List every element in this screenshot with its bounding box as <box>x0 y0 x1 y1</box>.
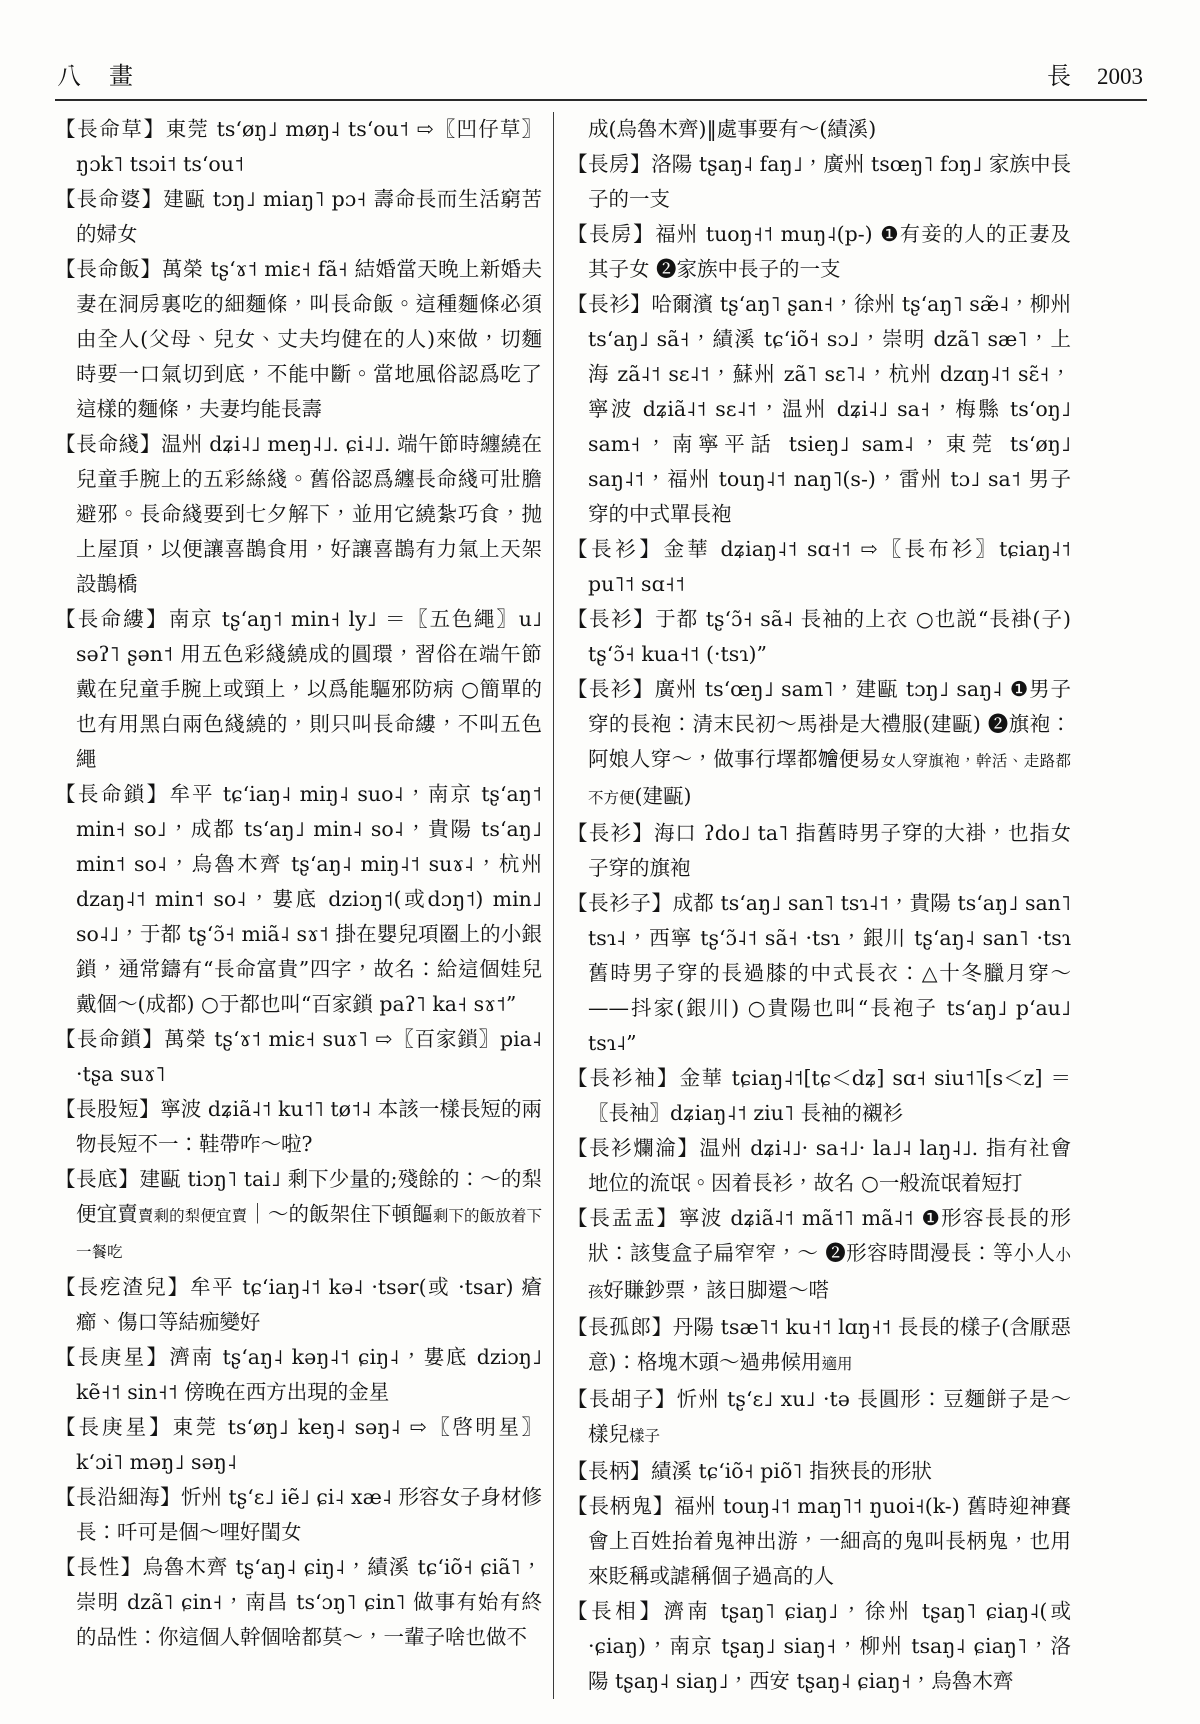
entry-text: 温州 dʑi˨˩ meŋ˨˩. ɕi˨˩. 端午節時纏繞在兒童手腕上的五彩絲綫。舊俗認爲纏長命綫可壯膽避邪。長命綫要到七夕解下，並用它繞紮巧食，抛上屋頂，以便讓喜鵲食用，好讓喜鵲有力氣上天架設鵲橋 <box>76 432 542 596</box>
dict-entry <box>55 1340 542 1410</box>
entry-text: 洛陽 tʂaŋ˨ faŋ˩，廣州 tsœŋ˥ fɔŋ˩ 家族中長子的一支 <box>588 152 1072 211</box>
entry-headword: 【長命鎖】 <box>55 784 170 806</box>
dict-entry <box>567 147 1071 217</box>
entry-text: 南京 tʂʻaŋ˦ min˧ ly˩ ＝〖五色繩〗u˩ səʔ˥ ʂən˦ 用五色彩綫繞成的圓環，習俗在端午節戴在兒童手腕上或頸上，以爲能驅邪防病 ○簡單的也有用黑白兩色綫繞的，則只叫長命縷，不叫五色繩 <box>76 607 543 771</box>
entry-headword: 【長命綫】 <box>55 434 162 456</box>
entry-headword: 【長衫】 <box>567 539 664 561</box>
dict-entry <box>55 602 542 777</box>
entry-headword: 【長庚星】 <box>55 1347 170 1369</box>
entry-headword: 【長命草】 <box>55 119 166 141</box>
gloss-note-small: 女人穿旗袍，幹活、走路都不方便 <box>588 753 1071 807</box>
gloss-note-small: 樣子 <box>629 1428 661 1445</box>
entry-text: 建甌 tiɔŋ˥ tai˩ 剩下少量的;殘餘的：～的梨便宜賣 <box>76 1167 543 1226</box>
dict-entry <box>55 1270 542 1340</box>
entry-headword: 【長命鎖】 <box>55 1029 165 1051</box>
entry-text: 萬榮 tʂʻɤ˦ miɛ˧ suɤ˥ ⇨〖百家鎖〗pia˨ ·tʂa suɤ˥ <box>76 1027 542 1086</box>
gloss-note-small: 適用 <box>821 1356 853 1373</box>
dict-entry <box>55 1162 542 1270</box>
entry-headword: 【長房】 <box>567 224 656 246</box>
dict-entry <box>55 777 542 1022</box>
entry-text: 萬榮 tʂʻɤ˦ miɛ˧ fã˧ 結婚當天晚上新婚夫妻在洞房裏吃的細麵條，叫長命飯。這種麵條必須由全人(父母、兒女、丈夫均健在的人)來做，切麵時要一口氣切到底，不能中斷。當地風俗認爲吃了這樣的麵條，夫妻均能長壽 <box>76 257 543 421</box>
entry-headword: 【長衫】 <box>567 609 656 631</box>
dict-entry <box>567 1489 1071 1594</box>
dict-entry <box>55 1410 542 1480</box>
entry-headword: 【長孤郎】 <box>567 1317 673 1339</box>
entry-text: 丹陽 tsæ˥˦ ku˧˦ lɑŋ˧˦ 長長的樣子(含厭惡意)：格塊木頭～過弗候用 <box>588 1315 1072 1374</box>
entry-text: 成都 tsʻaŋ˩ san˥ tsɿ˨˦，貴陽 tsʻaŋ˩ san˥ tsɿ˨，西寧 tʂʻɔ̃˨˦ sã˧ ·tsɿ，銀川 tʂʻaŋ˨ san˥ ·tsɿ 舊時男子穿的長過膝的中式長衣：△十冬臘月穿～——抖家(銀川) ○貴陽也叫“長袍子 tsʻaŋ˩ pʻau˩ tsɿ˨” <box>588 891 1071 1055</box>
entry-text: ｜～的飯架住下頓饇 <box>247 1202 433 1226</box>
entry-headword: 【長房】 <box>567 154 652 176</box>
entry-headword: 【長沿細海】 <box>55 1487 182 1509</box>
gloss-note-small: 賣剩的梨便宜賣 <box>137 1208 248 1225</box>
entry-headword: 【長性】 <box>55 1557 143 1579</box>
entry-text: 廣州 tsʻœŋ˩ sam˥，建甌 tɔŋ˩ saŋ˨ ❶男子穿的長袍：清末民初～馬褂是大禮服(建甌) ❷旗袍：阿娘人穿～，做事行墿都𣍐便易 <box>588 677 1072 771</box>
entry-text: 東莞 tsʻøŋ˩ møŋ˨ tsʻou˦ ⇨〖凹仔草〗ŋɔk˥ tsɔi˦ tsʻou˦ <box>76 117 542 176</box>
header-stroke-section: 八 畫 <box>57 64 135 90</box>
gloss-note-small: 小孩 <box>588 1247 1071 1301</box>
dict-entry <box>55 252 542 427</box>
entry-text: 濟南 tʂaŋ˥ ɕiaŋ˩，徐州 tʂaŋ˥ ɕiaŋ˨(或 ·ɕiaŋ)，南京 tʂaŋ˩ siaŋ˧，柳州 tsaŋ˨ ɕiaŋ˥，洛陽 tʂaŋ˨ siaŋ˩，西安 tʂaŋ˨ ɕiaŋ˧，烏魯木齊 <box>588 1599 1072 1693</box>
entry-text: 金華 tɕiaŋ˨˦[tɕ＜dʑ] sɑ˧ siu˦˥[s＜z] ＝〖長袖〗dʑiaŋ˨˦ ziu˥ 長袖的襯衫 <box>588 1066 1072 1125</box>
entry-headword: 【長衫爛淪】 <box>567 1138 700 1160</box>
dict-entry <box>567 1131 1071 1201</box>
entry-text: 烏魯木齊 tʂʻaŋ˨ ɕiŋ˨，績溪 tɕʻiõ˧ ɕiã˥，崇明 dzã˥ ɕin˧，南昌 tsʻɔŋ˥ ɕin˥ 做事有始有終的品性：你這個人幹個啥都莫～，一輩子啥也做不 <box>76 1555 543 1649</box>
entry-headword: 【長命縷】 <box>55 609 169 631</box>
dict-entry <box>55 182 542 252</box>
dict-entry <box>567 287 1071 532</box>
entry-headword: 【長盂盂】 <box>567 1208 679 1230</box>
dict-entry <box>567 672 1071 816</box>
entry-text: 成(烏魯木齊)‖處事要有～(績溪) <box>588 117 877 141</box>
dict-entry <box>567 816 1071 886</box>
entry-headword: 【長柄】 <box>567 1461 651 1483</box>
dict-entry <box>567 217 1071 287</box>
entry-text: 金華 dʑiaŋ˨˦ sɑ˧˦ ⇨〖長布衫〗tɕiaŋ˨˦ pu˥˦ sɑ˧˦ <box>588 537 1071 596</box>
entry-headword: 【長命飯】 <box>55 259 162 281</box>
entry-headword: 【長衫子】 <box>567 893 673 915</box>
header-radical: 長 <box>1047 64 1071 90</box>
two-column-body <box>55 112 1147 1699</box>
entry-text: 牟平 tɕʻiaŋ˨˦ kə˨ ·tsər(或 ·tsar) 瘡癤、傷口等結痂變好 <box>76 1275 542 1334</box>
dict-entry <box>567 1454 1071 1489</box>
entry-headword: 【長柄鬼】 <box>567 1496 675 1518</box>
dict-entry <box>55 112 542 182</box>
entry-headword: 【長疙渣兒】 <box>55 1277 191 1299</box>
dict-entry <box>55 427 542 602</box>
entry-text: 哈爾濱 tʂʻaŋ˥ ʂan˧，徐州 tʂʻaŋ˥ sæ̃˨，柳州 tsʻaŋ˩ sã˧，績溪 tɕʻiõ˧ sɔ˩，崇明 dzã˥ sæ˥，上海 zã˨˦ sɛ˨˦，蘇州 zã˥ sɛ˥˨，杭州 dzɑŋ˨˦ sɛ̃˧，寧波 dʑiã˨˦ sɛ˨˦，温州 dʑi˨˩ sa˧，梅縣 tsʻoŋ˩ sam˧，南寧平話 tsieŋ˩ sam˨，東莞 tsʻøŋ˩ saŋ˨˦，福州 touŋ˨˦ naŋ˥(s-)，雷州 tɔ˩ sa˦ 男子穿的中式單長袍 <box>588 292 1072 526</box>
entry-headword: 【長衫袖】 <box>567 1068 680 1090</box>
entry-text: 福州 tuoŋ˧˦ muŋ˨(p-) ❶有妾的人的正妻及其子女 ❷家族中長子的一支 <box>588 222 1071 281</box>
entry-headword: 【長股短】 <box>55 1099 161 1121</box>
dict-entry <box>567 1382 1071 1454</box>
entry-text: 東莞 tsʻøŋ˩ keŋ˨ səŋ˨ ⇨〖啓明星〗kʻɔi˥ məŋ˩ səŋ˨ <box>76 1415 542 1474</box>
entry-text: (建甌) <box>634 784 692 808</box>
dict-entry <box>567 1061 1071 1131</box>
entry-headword: 【長命婆】 <box>55 189 164 211</box>
dict-entry <box>55 1092 542 1162</box>
header-rule <box>55 99 1147 101</box>
entry-headword: 【長衫】 <box>567 294 652 316</box>
entry-text: 好賺鈔票，該日脚還～嗒 <box>603 1278 830 1302</box>
entry-headword: 【長相】 <box>567 1601 664 1623</box>
column-divider <box>553 112 554 1699</box>
header-page-number: 2003 <box>1097 64 1143 89</box>
dict-entry <box>567 1310 1071 1382</box>
entry-headword: 【長底】 <box>55 1169 140 1191</box>
entry-text: 忻州 tʂʻɛ˩ iẽ˩ ɕi˨ xæ˨ 形容女子身材修長：吀可是個～哩好閨女 <box>76 1485 542 1544</box>
entry-text: 牟平 tɕʻiaŋ˨ miŋ˨ suo˨，南京 tʂʻaŋ˦ min˧ so˩，成都 tsʻaŋ˩ min˨ so˨，貴陽 tsʻaŋ˩ min˦ so˨，烏魯木齊 tʂʻaŋ˨ miŋ˨˦ suɤ˨，杭州 dzaŋ˨˦ min˦ so˨，婁底 dziɔŋ˦(或dɔŋ˦) min˩ so˨˩，于都 tʂʻɔ̃˧ miã˨ sɤ˦ 掛在嬰兒項圈上的小銀鎖，通常鑄有“長命富貴”四字，故名：給這個娃兒戴個～(成都) ○于都也叫“百家鎖 paʔ˥ ka˧ sɤ˦” <box>76 782 543 1016</box>
entry-text: 忻州 tʂʻɛ˩ xu˩ ·tə 長圓形：豆麵餅子是～樣兒 <box>588 1387 1071 1446</box>
entry-headword: 【長庚星】 <box>55 1417 173 1439</box>
entry-text: 績溪 tɕʻiõ˧ piõ˥ 指狹長的形狀 <box>651 1459 932 1483</box>
dict-entry <box>567 886 1071 1061</box>
entry-text: 濟南 tʂʻaŋ˨ kəŋ˨˦ ɕiŋ˨，婁底 dziɔŋ˩ kẽ˧˦ sin˧˦ 傍晚在西方出現的金星 <box>76 1345 542 1404</box>
entry-headword: 【長衫】 <box>567 679 655 701</box>
dict-entry <box>567 532 1071 602</box>
dict-entry <box>567 1201 1071 1310</box>
entry-text: 寧波 dʑiã˨˦ mã˦˥ mã˨˦ ❶形容長長的形狀：該隻盒子扁窄窄，～ ❷形容時間漫長：等小人 <box>588 1206 1072 1265</box>
entry-text: 寧波 dʑiã˨˦ ku˦˥ tø˦˨ 本該一樣長短的兩物長短不一：鞋帶咋～啦? <box>76 1097 543 1156</box>
header-right-group <box>1047 56 1143 91</box>
entry-headword: 【長衫】 <box>567 823 655 845</box>
entry-text: 海口 ʔdo˩ ta˥ 指舊時男子穿的大褂，也指女子穿的旗袍 <box>588 821 1071 880</box>
entry-text: 建甌 tɔŋ˩ miaŋ˥ pɔ˧ 壽命長而生活窮苦的婦女 <box>76 187 543 246</box>
entry-continuation <box>567 112 1071 147</box>
entry-text: 温州 dʑi˨˩· sa˧˩· la˩˨ laŋ˨˩. 指有社會地位的流氓。因着長衫，故名 ○一般流氓着短打 <box>588 1136 1072 1195</box>
dict-entry <box>55 1022 542 1092</box>
dict-entry <box>567 1594 1071 1699</box>
entry-headword: 【長胡子】 <box>567 1389 677 1411</box>
column-left <box>55 112 542 1655</box>
column-right <box>567 112 1071 1699</box>
dict-entry <box>55 1550 542 1655</box>
dict-entry <box>567 602 1071 672</box>
gloss-note-small: 剩下的飯放着下一餐吃 <box>76 1208 542 1261</box>
dict-entry <box>55 1480 542 1550</box>
entry-text: 福州 touŋ˨˦ maŋ˥˦ ŋuoi˧(k-) 舊時迎神賽會上百姓抬着鬼神出游，一細高的鬼叫長柄鬼，也用來貶稱或謔稱個子過高的人 <box>588 1494 1071 1588</box>
page-header <box>57 56 1143 91</box>
entry-text: 于都 tʂʻɔ̃˧ sã˨ 長袖的上衣 ○也説“長褂(子) tʂʻɔ̃˧ kua˧˦ (·tsɿ)” <box>588 607 1071 666</box>
